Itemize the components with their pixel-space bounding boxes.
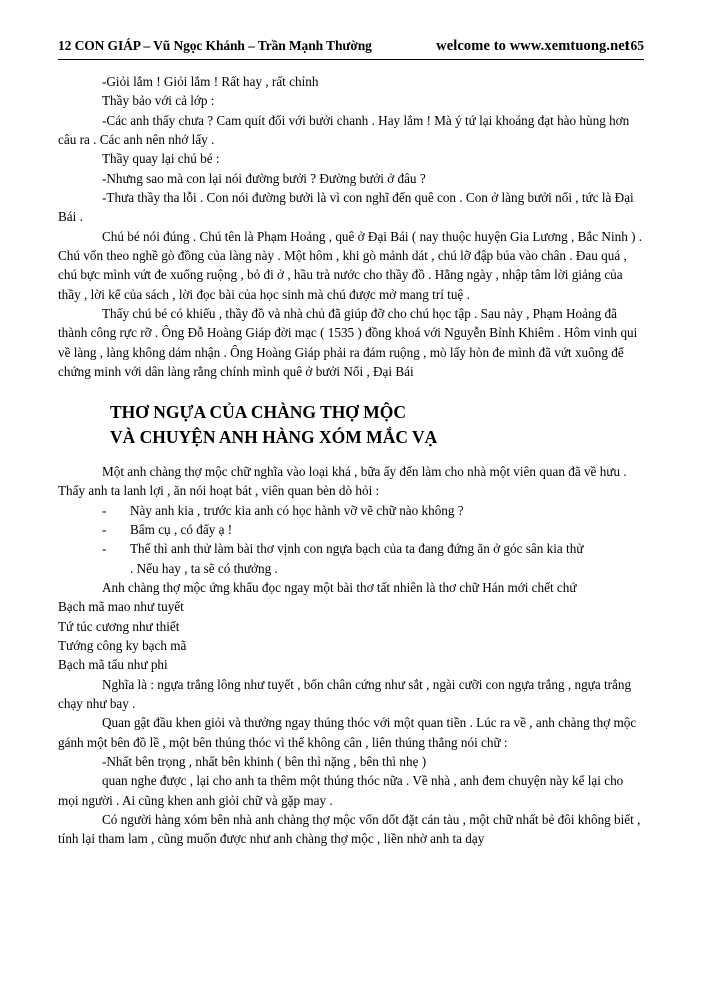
dialogue-text: Thế thì anh thử làm bài thơ vịnh con ngựa bạch của ta đang đứng ăn ở góc sân kia thử bbox=[130, 541, 584, 557]
dialogue-continuation-text: . Nếu hay , ta sẽ có thưởng . bbox=[130, 560, 278, 576]
dialogue-dash-spacer bbox=[102, 559, 130, 578]
page-number: 165 bbox=[623, 38, 644, 53]
dialogue-line bbox=[58, 539, 644, 558]
dialogue-text: Này anh kia , trước kia anh có học hành vỡ vẽ chữ nào không ? bbox=[130, 502, 464, 518]
header-website-link: welcome to www.xemtuong.net bbox=[436, 38, 630, 54]
header-right-group bbox=[436, 38, 644, 55]
section-heading-line-2: VÀ CHUYỆN ANH HÀNG XÓM MẮC VẠ bbox=[110, 427, 438, 448]
paragraph: Thầy quay lại chú bé : bbox=[102, 151, 220, 167]
paragraph: -Các anh thấy chưa ? Cam quít đối với bưởi chanh . Hay lắm ! Mà ý tứ lại khoáng đạt hào hùng hơn câu ra . Các anh nên nhớ lấy . bbox=[58, 112, 630, 147]
dialogue-text: Bẩm cụ , có đấy ạ ! bbox=[130, 521, 233, 537]
verse-line: Bạch mã mao như tuyết bbox=[58, 599, 184, 615]
verse-line: Tướng công ky bạch mã bbox=[58, 637, 187, 653]
paragraph: -Giỏi lắm ! Giỏi lắm ! Rất hay , rất chỉnh bbox=[102, 74, 319, 89]
paragraph: Thầy bảo với cả lớp : bbox=[102, 93, 215, 109]
dialogue-line bbox=[58, 520, 644, 539]
section-heading-line-1: THƠ NGỰA CỦA CHÀNG THỢ MỘC bbox=[110, 402, 407, 423]
page-header bbox=[58, 38, 644, 55]
paragraph: Nghĩa là : ngựa trắng lông như tuyết , bốn chân cứng như sắt , ngài cưỡi con ngựa trắng , ngựa trắng chạy như bay . bbox=[58, 676, 632, 711]
dialogue-dash: - bbox=[102, 541, 107, 557]
dialogue-line bbox=[58, 501, 644, 520]
paragraph: Có người hàng xóm bên nhà anh chàng thợ mộc vốn dốt đặt cán tàu , một chữ nhất bẻ đôi không biết , tính lại tham lam , cũng muốn được như anh chàng thợ mộc , liền nhờ anh ta dạy bbox=[58, 811, 641, 847]
paragraph: -Nhưng sao mà con lại nói đường bưởi ? Đường bưởi ở đâu ? bbox=[102, 170, 426, 186]
dialogue-dash: - bbox=[102, 502, 107, 518]
paragraph: quan nghe được , lại cho anh ta thêm một thúng thóc nữa . Về nhà , anh đem chuyện này kể lại cho mọi người . Ai cũng khen anh giỏi chữ và gặp may . bbox=[58, 773, 624, 808]
paragraph: Chú bé nói đúng . Chú tên là Phạm Hoảng , quê ở Đại Bái ( nay thuộc huyện Gia Lương , Bắc Ninh ) . Chú vốn theo nghề gò đồng của làng này . Một hôm , khi gò mảnh dát , chú lỡ đập búa vào chân . Đau quá , chú bực mình vứt đe xuống ruộng , bỏ đi ở , hầu trà nước cho thầy đồ . Hằng ngày , nhập tâm lời giảng của thầy , lời kể của sách , lời đọc bài của học sinh mà chú được mở mang trí tuệ . bbox=[58, 228, 643, 302]
header-divider bbox=[58, 59, 644, 60]
section-heading bbox=[58, 400, 644, 450]
paragraph: Anh chàng thợ mộc ứng khẩu đọc ngay một bài thơ tất nhiên là thơ chữ Hán mới chết chứ bbox=[102, 579, 577, 595]
verse-line: Tứ túc cương như thiết bbox=[58, 618, 180, 634]
paragraph: Thấy chú bé có khiếu , thầy đồ và nhà chủ đã giúp đỡ cho chú học tập . Sau này , Phạm Hoảng đã thành công rực rỡ . Ông Đỗ Hoàng Giáp đời mạc ( 1535 ) đồng khoá với Nguyễn Bỉnh Khiêm . Hôm vinh qui về làng , làng không dám nhận . Ông Hoàng Giáp phải ra đám ruộng , mò lấy hòn đe mình đã vứt xuông để chứng minh với dân làng rằng chính mình quê ở bưởi Nổi , Đại Bái bbox=[58, 305, 638, 379]
dialogue-dash: - bbox=[102, 521, 107, 537]
paragraph: -Thưa thầy tha lỗi . Con nói đường bưởi là vì con nghĩ đến quê con . Con ở làng bưởi nổi , tức là Đại Bái . bbox=[58, 189, 634, 225]
dialogue-continuation bbox=[58, 559, 644, 578]
paragraph: Một anh chàng thợ mộc chữ nghĩa vào loại khá , bữa ấy đến làm cho nhà một viên quan đã về hưu . Thấy anh ta lanh lợi , ăn nói hoạt bát , viên quan bèn dò hỏi : bbox=[58, 463, 627, 499]
document-body bbox=[58, 72, 644, 849]
header-left-title: 12 CON GIÁP – Vũ Ngọc Khánh – Trần Mạnh Thường bbox=[58, 38, 372, 53]
paragraph: -Nhất bên trọng , nhất bên khinh ( bên thì nặng , bên thì nhẹ ) bbox=[102, 753, 427, 769]
paragraph: Quan gật đầu khen giỏi và thưởng ngay thúng thóc với một quan tiền . Lúc ra về , anh chàng thợ mộc gánh một bên đồ lề , một bên thúng thóc vì thế không cân , liên thúng thẳng nói chữ : bbox=[58, 715, 637, 750]
verse-line: Bạch mã tẩu như phi bbox=[58, 657, 168, 673]
